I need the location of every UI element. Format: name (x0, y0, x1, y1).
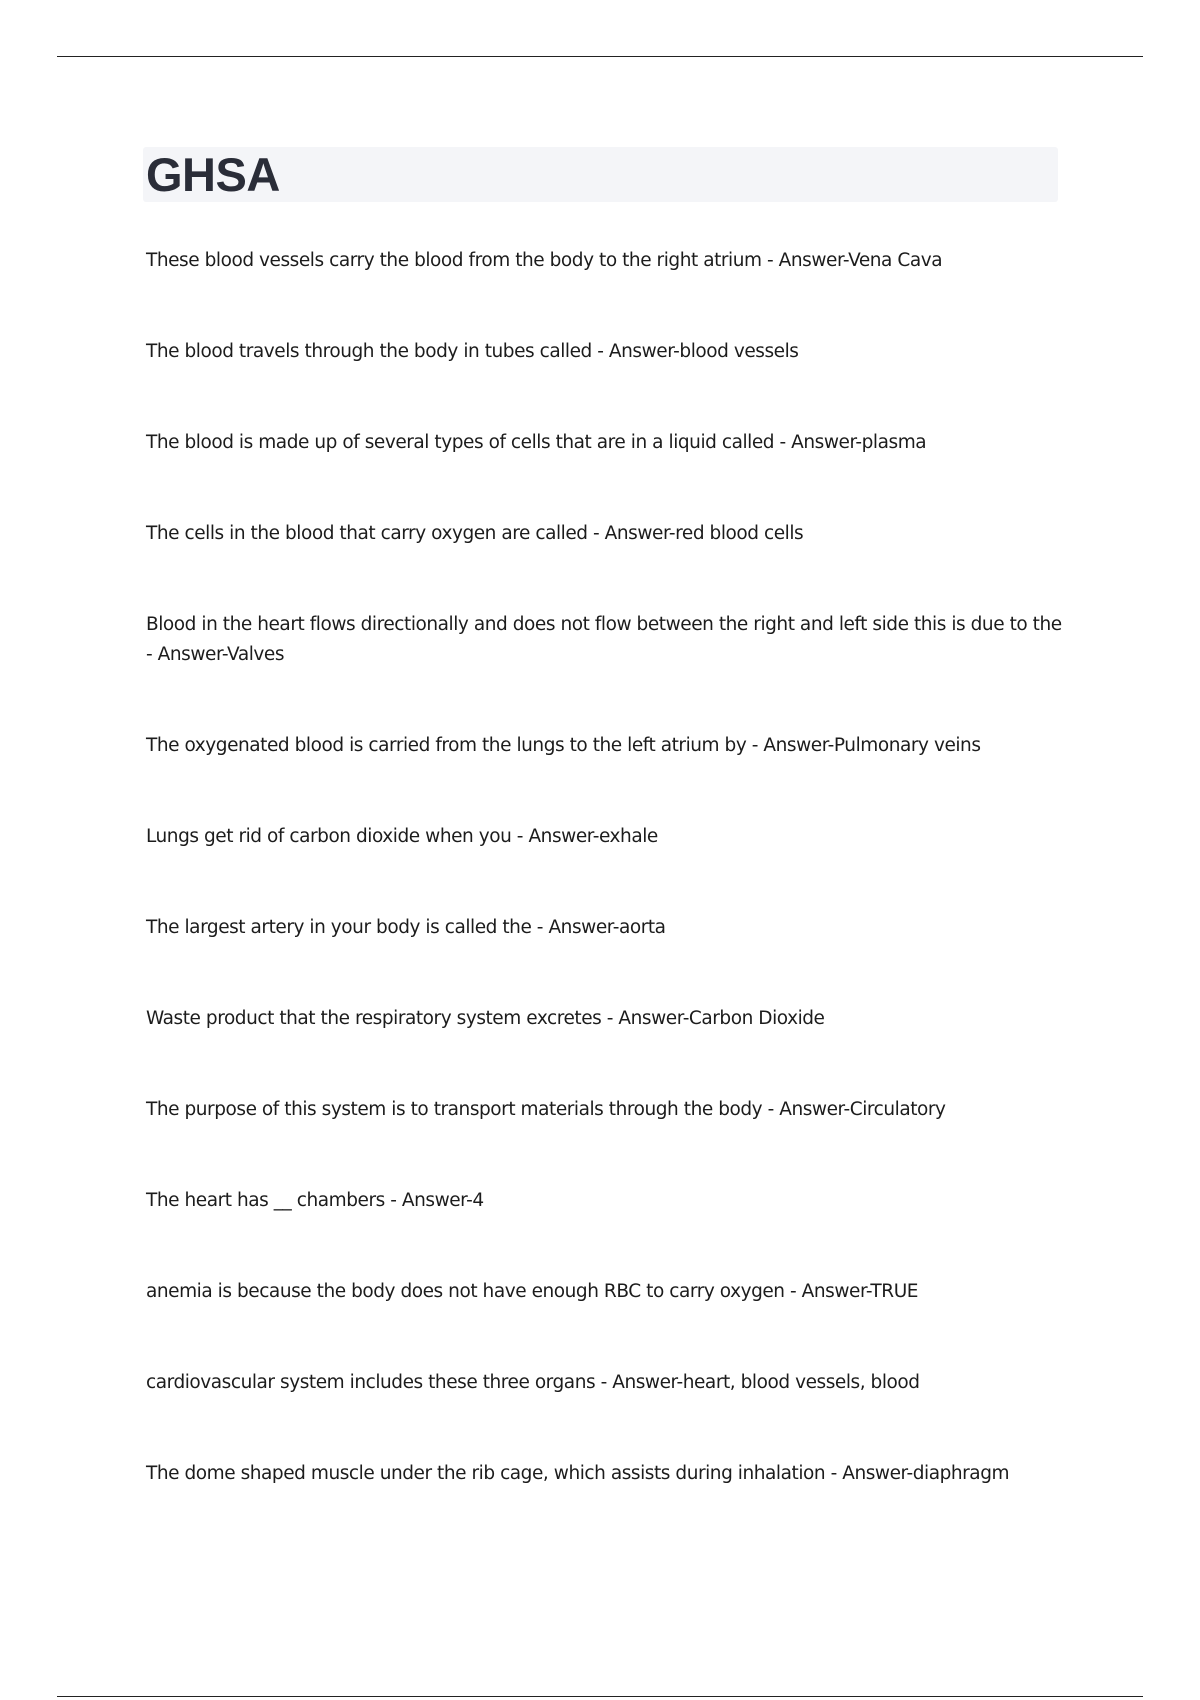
qa-item: The blood is made up of several types of cells that are in a liquid called - Answer-plasma (146, 432, 927, 453)
question-answer-list (146, 246, 1066, 1489)
qa-item: The oxygenated blood is carried from the lungs to the left atrium by - Answer-Pulmonary veins (146, 735, 981, 756)
qa-item: The largest artery in your body is called the - Answer-aorta (146, 917, 666, 938)
qa-item: The heart has __ chambers - Answer-4 (146, 1190, 484, 1211)
qa-item: The blood travels through the body in tubes called - Answer-blood vessels (146, 341, 799, 362)
title-band (143, 147, 1058, 202)
page-title: GHSA (146, 148, 280, 201)
qa-item: anemia is because the body does not have enough RBC to carry oxygen - Answer-TRUE (146, 1281, 919, 1302)
qa-item: These blood vessels carry the blood from the body to the right atrium - Answer-Vena Cava (146, 250, 943, 271)
qa-item: The dome shaped muscle under the rib cage, which assists during inhalation - Answer-diaphragm (146, 1463, 1010, 1484)
qa-item: The cells in the blood that carry oxygen are called - Answer-red blood cells (146, 523, 804, 544)
qa-item: cardiovascular system includes these three organs - Answer-heart, blood vessels, blood (146, 1372, 920, 1393)
qa-item: Waste product that the respiratory system excretes - Answer-Carbon Dioxide (146, 1008, 825, 1029)
bottom-divider (57, 1696, 1143, 1697)
qa-item: The purpose of this system is to transport materials through the body - Answer-Circulatory (146, 1099, 946, 1120)
qa-item: Blood in the heart flows directionally and does not flow between the right and left side this is due to the - Answer-Valves (146, 614, 1062, 665)
qa-item: Lungs get rid of carbon dioxide when you - Answer-exhale (146, 826, 658, 847)
top-divider (57, 56, 1143, 57)
